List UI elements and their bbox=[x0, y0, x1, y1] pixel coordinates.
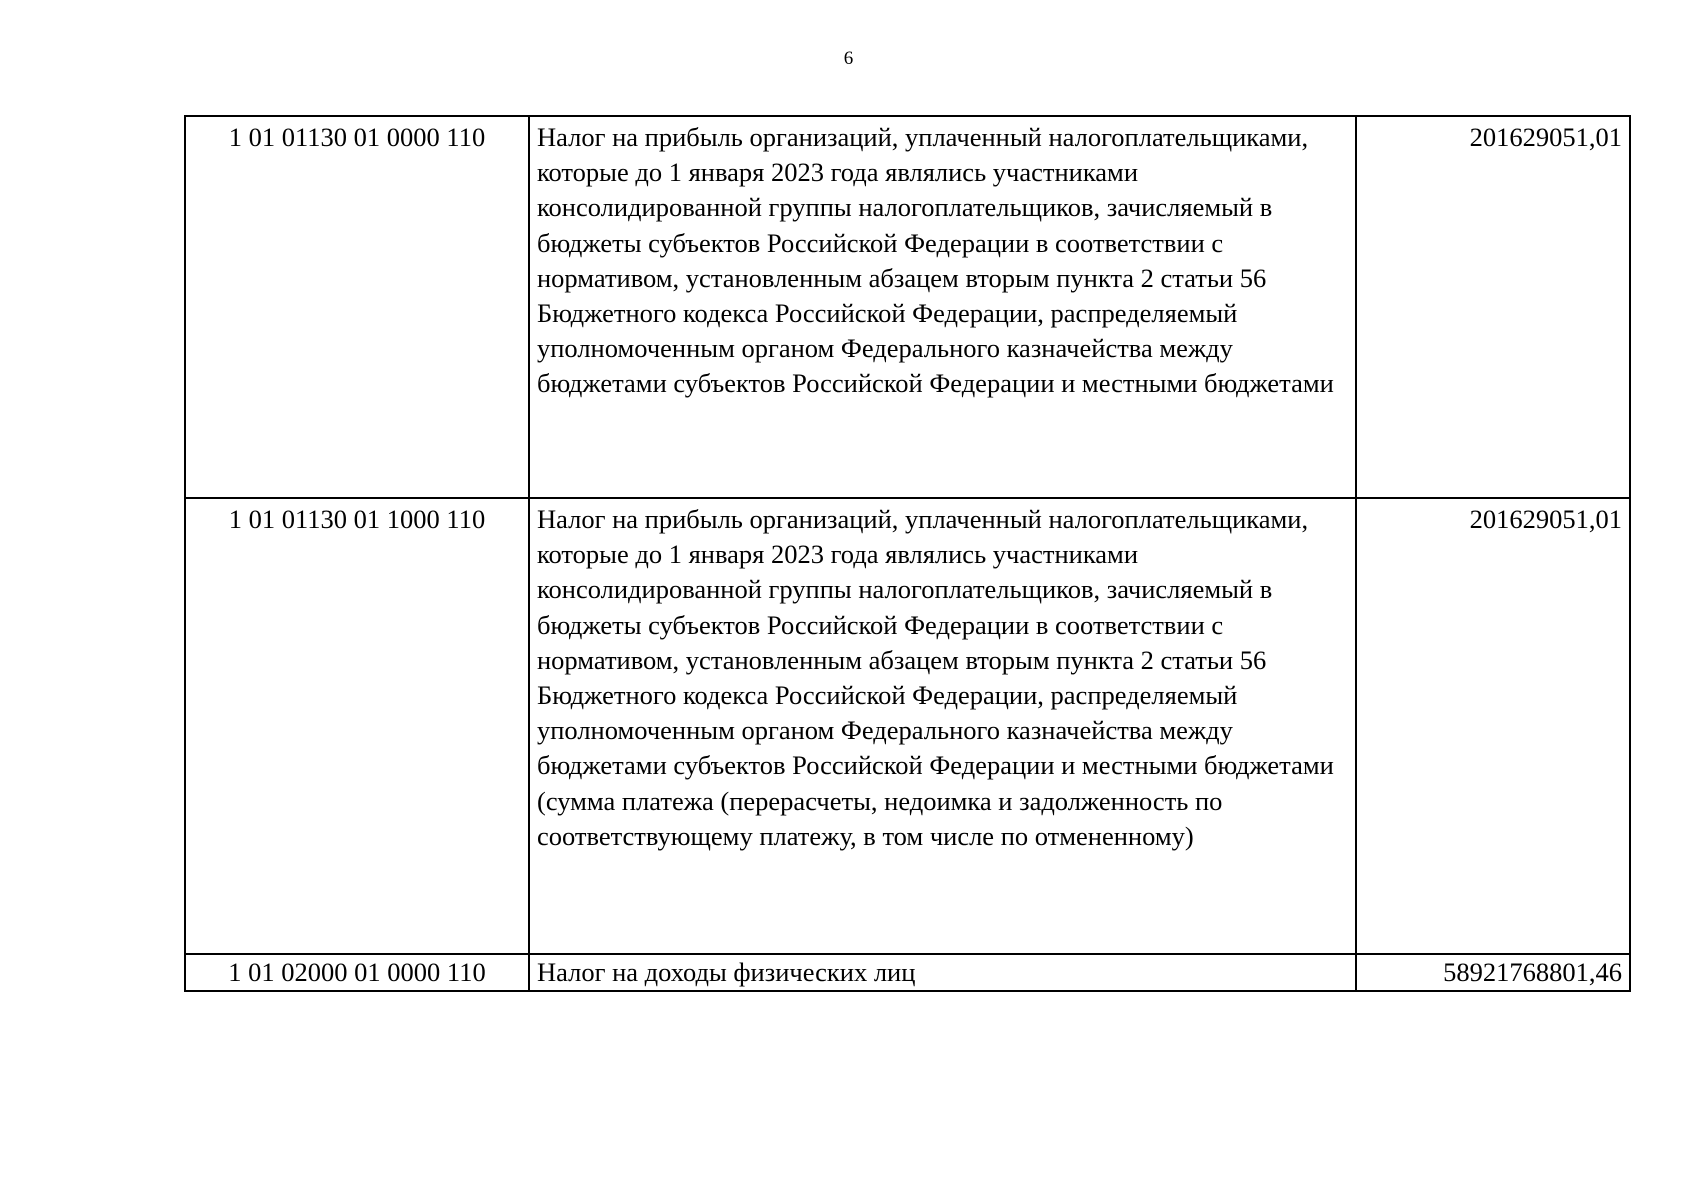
page-number: 6 bbox=[843, 48, 854, 69]
table-row bbox=[185, 116, 1630, 498]
income-name-cell: Налог на прибыль организаций, уплаченный налогоплательщиками, которые до 1 января 2023 года являлись участниками консолидированной группы налогоплательщиков, зачисляемый в бюджеты субъектов Российской Федерации в соответствии с нормативом, установленным абзацем вторым пункта 2 статьи 56 Бюджетного кодекса Российской Федерации, распределяемый уполномоченным органом Федерального казначейства между бюджетами субъектов Российской Федерации и местными бюджетами (сумма платежа (перерасчеты, недоимка и задолженность по соответствующему платежу, в том числе по отмененному) bbox=[529, 498, 1356, 954]
budget-code-cell: 1 01 01130 01 0000 110 bbox=[185, 116, 529, 498]
table-row bbox=[185, 498, 1630, 954]
income-name-cell: Налог на прибыль организаций, уплаченный налогоплательщиками, которые до 1 января 2023 года являлись участниками консолидированной группы налогоплательщиков, зачисляемый в бюджеты субъектов Российской Федерации в соответствии с нормативом, установленным абзацем вторым пункта 2 статьи 56 Бюджетного кодекса Российской Федерации, распределяемый уполномоченным органом Федерального казначейства между бюджетами субъектов Российской Федерации и местными бюджетами bbox=[529, 116, 1356, 498]
amount-cell: 201629051,01 bbox=[1356, 116, 1630, 498]
budget-code-cell: 1 01 02000 01 0000 110 bbox=[185, 954, 529, 991]
table-row bbox=[185, 954, 1630, 991]
amount-cell: 201629051,01 bbox=[1356, 498, 1630, 954]
budget-code-cell: 1 01 01130 01 1000 110 bbox=[185, 498, 529, 954]
income-name-cell: Налог на доходы физических лиц bbox=[529, 954, 1356, 991]
amount-cell: 58921768801,46 bbox=[1356, 954, 1630, 991]
budget-table bbox=[184, 115, 1631, 992]
